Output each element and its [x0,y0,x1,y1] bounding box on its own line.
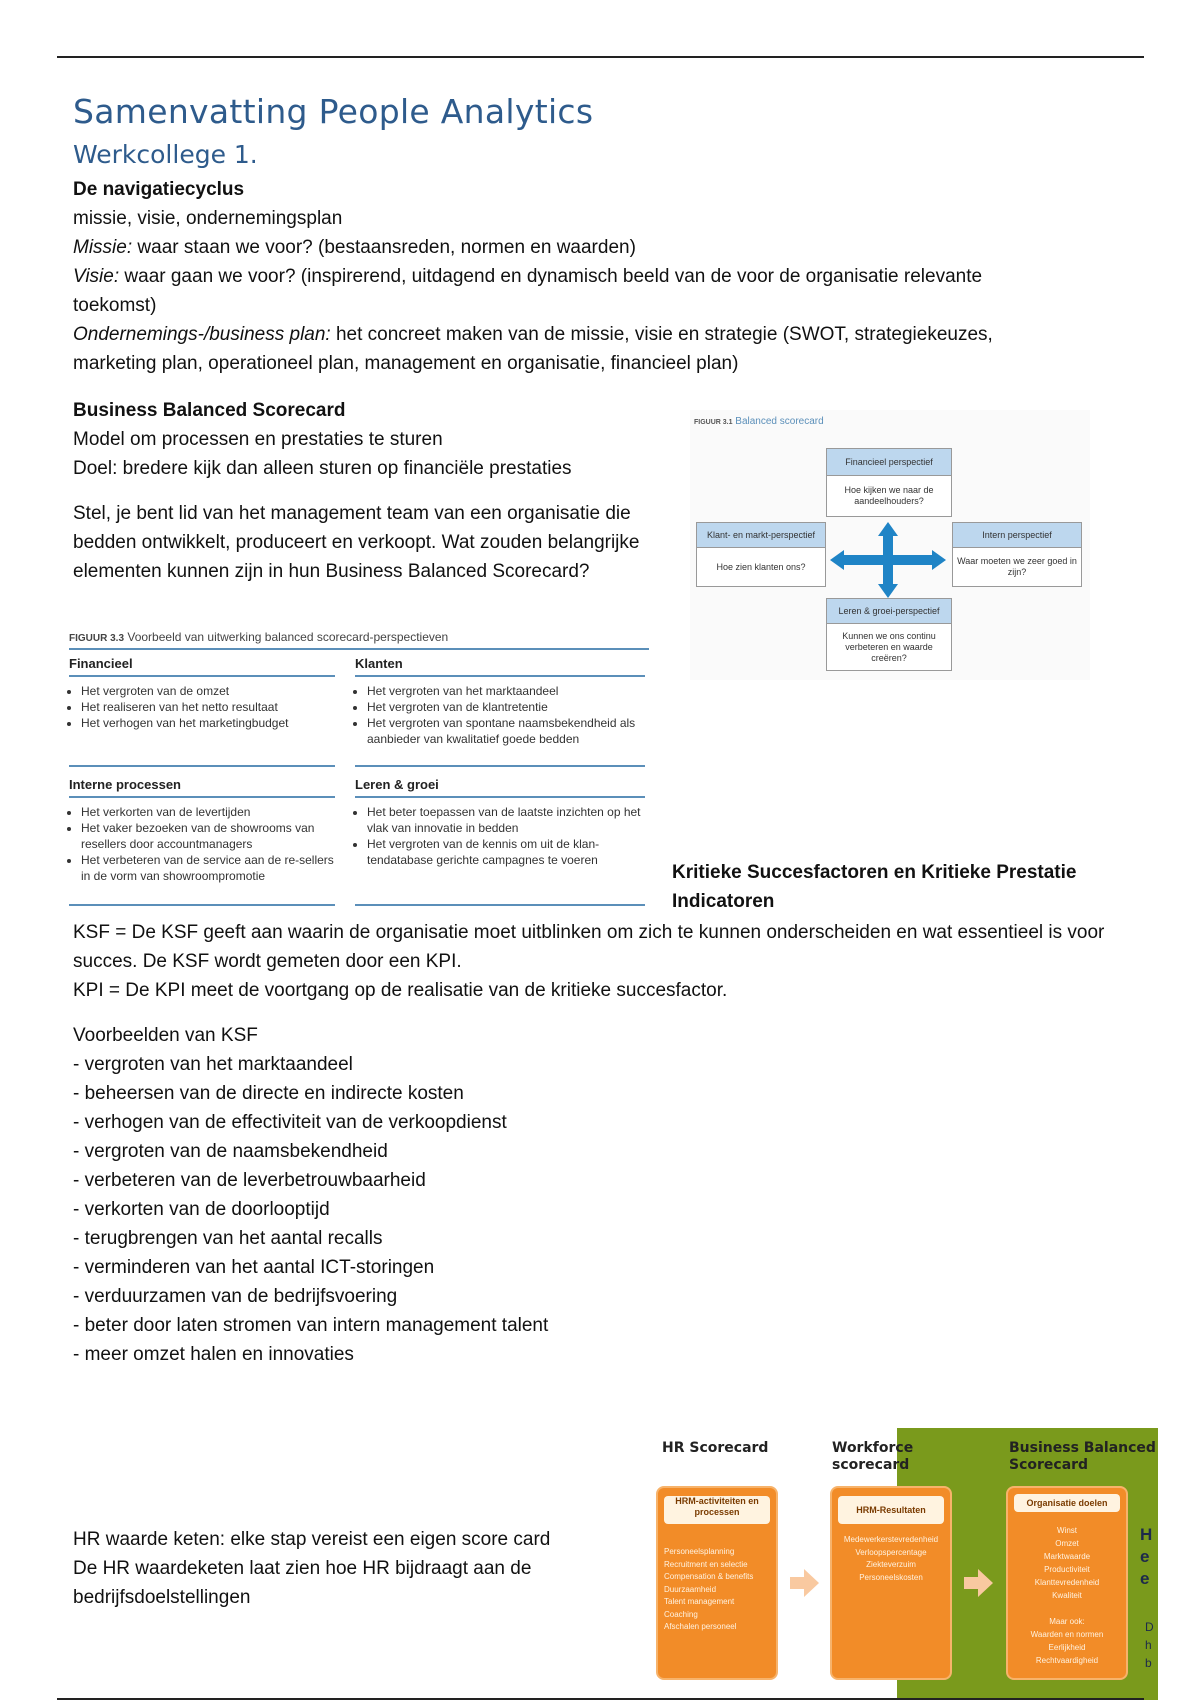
arrow-right-icon [964,1568,994,1598]
list-item: Personeelsplanning [664,1547,735,1556]
list-item: Klanttevredenheid [1034,1578,1100,1587]
arrow-right-icon [790,1568,820,1598]
list-item: - verminderen van het aantal ICT-storingen [73,1257,435,1278]
list-item: Coaching [664,1609,698,1619]
list-item: • Het vaker bezoeken van de showrooms van resellers door accountmanagers [81,820,335,852]
list-item: Talent management [664,1597,735,1606]
list-item: • Het vergroten van de klantretentie [367,699,645,715]
missie-label: Missie: [73,237,133,258]
list-item: • Het verbeteren van de service aan de re-sellers in de vorm van showroompromotie [81,852,335,884]
list-item: • Het beter toepassen van de laatste inzichten op het vlak van innovatie in bedden [367,804,645,836]
col3-title: Business Balanced Scorecard [1009,1440,1156,1473]
fig33-leren [355,777,645,906]
hrm-activities-box [656,1486,778,1680]
figure-3-3 [69,630,649,906]
fig31-caption [694,416,824,427]
nav-visie [73,262,1063,320]
fig31-intern-head: Intern perspectief [952,522,1082,548]
fig31-leren-head: Leren & groei-perspectief [826,598,952,624]
top-rule [57,56,1144,58]
fig31-intern-q: Waar moeten we zeer goed in zijn? [952,547,1082,587]
fig31-fin-q: Hoe kijken we naar de aandeelhouders? [826,475,952,517]
list-item [1014,1602,1120,1615]
list-item: • Het verhogen van het marketingbudget [81,715,335,731]
bbs-line1: Model om processen en prestaties te sturen [73,429,443,450]
list-item: Rechtvaardigheid [1035,1656,1099,1665]
fig31-klant-q: Hoe zien klanten ons? [696,547,826,587]
organisation-goals-box [1006,1486,1128,1680]
ksf-section [73,918,1123,1369]
nav-plan [73,320,1063,378]
box1-list [664,1546,770,1634]
list-item: • Het vergroten van het marktaandeel [367,683,645,699]
list-item: • Het vergroten van spontane naamsbekendheid als aanbieder van kwalitatief goede bedden [367,715,645,747]
bbs-heading: Business Balanced Scorecard [73,400,346,421]
hr-chain-figure [650,1428,1158,1700]
list-item: - verkorten van de doorlooptijd [73,1199,330,1220]
box3-head: Organisatie doelen [1014,1494,1120,1512]
list-item: Ziekteverzuim [866,1560,916,1569]
fig31-caption-text: Balanced scorecard [735,416,824,427]
list-item: Omzet [1055,1539,1079,1548]
bbs-question: Stel, je bent lid van het management team van een organisatie die bedden ontwikkelt, produceert en verkoopt. Wat zouden belangrijke elementen kunnen zijn in hun Business Balanced Scorecard? [73,503,640,582]
fig33-klanten-title: Klanten [355,656,645,677]
list-item: Maar ook: [1049,1617,1085,1626]
fig33-interne-list [69,804,335,906]
fig33-leren-title: Leren & groei [355,777,645,798]
fig31-label: FIGUUR 3.1 [694,419,733,426]
list-item: Recruitment en selectie [664,1559,748,1569]
list-item: - verduurzamen van de bedrijfsvoering [73,1286,398,1307]
fig31-fin-head: Financieel perspectief [826,448,952,476]
box3-list [1014,1524,1120,1667]
list-item: - beheersen van de directe en indirecte kosten [73,1083,464,1104]
edge-letters: H e e [1140,1525,1153,1588]
list-item: Duurzaamheid [664,1584,717,1594]
list-item: - vergroten van de naamsbekendheid [73,1141,388,1162]
plan-label: Ondernemings-/business plan: [73,324,331,345]
plan-text: het concreet maken van de missie, visie en strategie (SWOT, strategiekeuzes, marketing plan, operationeel plan, management en organisatie, financieel plan) [73,324,993,374]
col1-title: HR Scorecard [662,1440,769,1456]
box2-list [838,1534,944,1584]
list-item: - vergroten van het marktaandeel [73,1054,353,1075]
fig33-klanten [355,656,645,767]
ksf-heading-text: Kritieke Succesfactoren en Kritieke Prestatie Indicatoren [672,862,1077,912]
list-item: Afschalen personeel [664,1622,737,1631]
list-item: Marktwaarde [1043,1552,1091,1561]
missie-text: waar staan we voor? (bestaansreden, normen en waarden) [132,237,636,258]
list-item: Eerlijkheid [1048,1643,1086,1652]
list-item: - meer omzet halen en innovaties [73,1344,354,1365]
box2-head: HRM-Resultaten [838,1496,944,1524]
fig33-financieel-title: Financieel [69,656,335,677]
fig33-klanten-list [355,683,645,767]
nav-section [73,175,1063,378]
edge-small: D h b [1145,1620,1154,1670]
fig33-leren-list [355,804,645,906]
fig33-caption [69,630,649,644]
col2-title: Workforce scorecard [832,1440,914,1473]
fig31-klant-head: Klant- en markt-perspectief [696,522,826,548]
list-item: Verloopspercentage [855,1547,927,1557]
list-item: - verhogen van de effectiviteit van de verkoopdienst [73,1112,507,1133]
list-item: Medewerkerstevredenheid [843,1535,939,1544]
ksf-heading [672,858,1092,916]
list-item: - terugbrengen van het aantal recalls [73,1228,383,1249]
list-item: Waarden en normen [1030,1630,1104,1639]
list-item: Winst [1057,1526,1077,1535]
list-item: • Het vergroten van de omzet [81,683,335,699]
list-item: • Het verkorten van de levertijden [81,804,335,820]
fig33-caption-text: Voorbeeld van uitwerking balanced scorecard-perspectieven [127,630,449,644]
list-item: • Het vergroten van de kennis om uit de klan-tendatabase gerichte campagnes te voeren [367,836,645,868]
fig33-financieel-list [69,683,335,767]
four-way-arrow-icon [830,522,946,598]
list-item: - verbeteren van de leverbetrouwbaarheid [73,1170,426,1191]
hr-line2: De HR waardeketen laat zien hoe HR bijdraagt aan de bedrijfsdoelstellingen [73,1558,532,1608]
ksf-examples-heading: Voorbeelden van KSF [73,1025,258,1046]
box1-head: HRM-activiteiten en processen [664,1496,770,1524]
list-item: Personeelskosten [859,1572,923,1582]
nav-heading: De navigatiecyclus [73,179,245,200]
nav-missie [73,233,1063,262]
page-subtitle: Werkcollege 1. [73,140,258,169]
fig31-leren-q: Kunnen we ons continu verbeteren en waarde creëren? [826,623,952,671]
figure-3-1 [690,410,1090,680]
visie-text: waar gaan we voor? (inspirerend, uitdagend en dynamisch beeld van de voor de organisatie relevante toekomst) [73,266,983,316]
kpi-def: KPI = De KPI meet de voortgang op de realisatie van de kritieke succesfactor. [73,980,728,1001]
list-item: - beter door laten stromen van intern management talent [73,1315,549,1336]
bbs-line2: Doel: bredere kijk dan alleen sturen op financiële prestaties [73,458,572,479]
list-item: Productiviteit [1044,1565,1090,1574]
fig33-interne-title: Interne processen [69,777,335,798]
list-item: Kwaliteit [1052,1591,1082,1600]
list-item: Compensation & benefits [664,1572,754,1581]
hr-line1: HR waarde keten: elke stap vereist een eigen score card [73,1529,551,1550]
hr-text [73,1525,613,1612]
nav-line1: missie, visie, ondernemingsplan [73,208,343,229]
bbs-section [73,396,653,586]
fig33-financieel [69,656,335,767]
fig33-label: FIGUUR 3.3 [69,633,125,644]
list-item: • Het realiseren van het netto resultaat [81,699,335,715]
hrm-results-box [830,1486,952,1680]
ksf-def: KSF = De KSF geeft aan waarin de organisatie moet uitblinken om zich te kunnen onderscheiden en wat essentieel is voor succes. De KSF wordt gemeten door een KPI. [73,922,1105,972]
visie-label: Visie: [73,266,120,287]
page-title: Samenvatting People Analytics [73,92,594,131]
fig33-interne [69,777,335,906]
